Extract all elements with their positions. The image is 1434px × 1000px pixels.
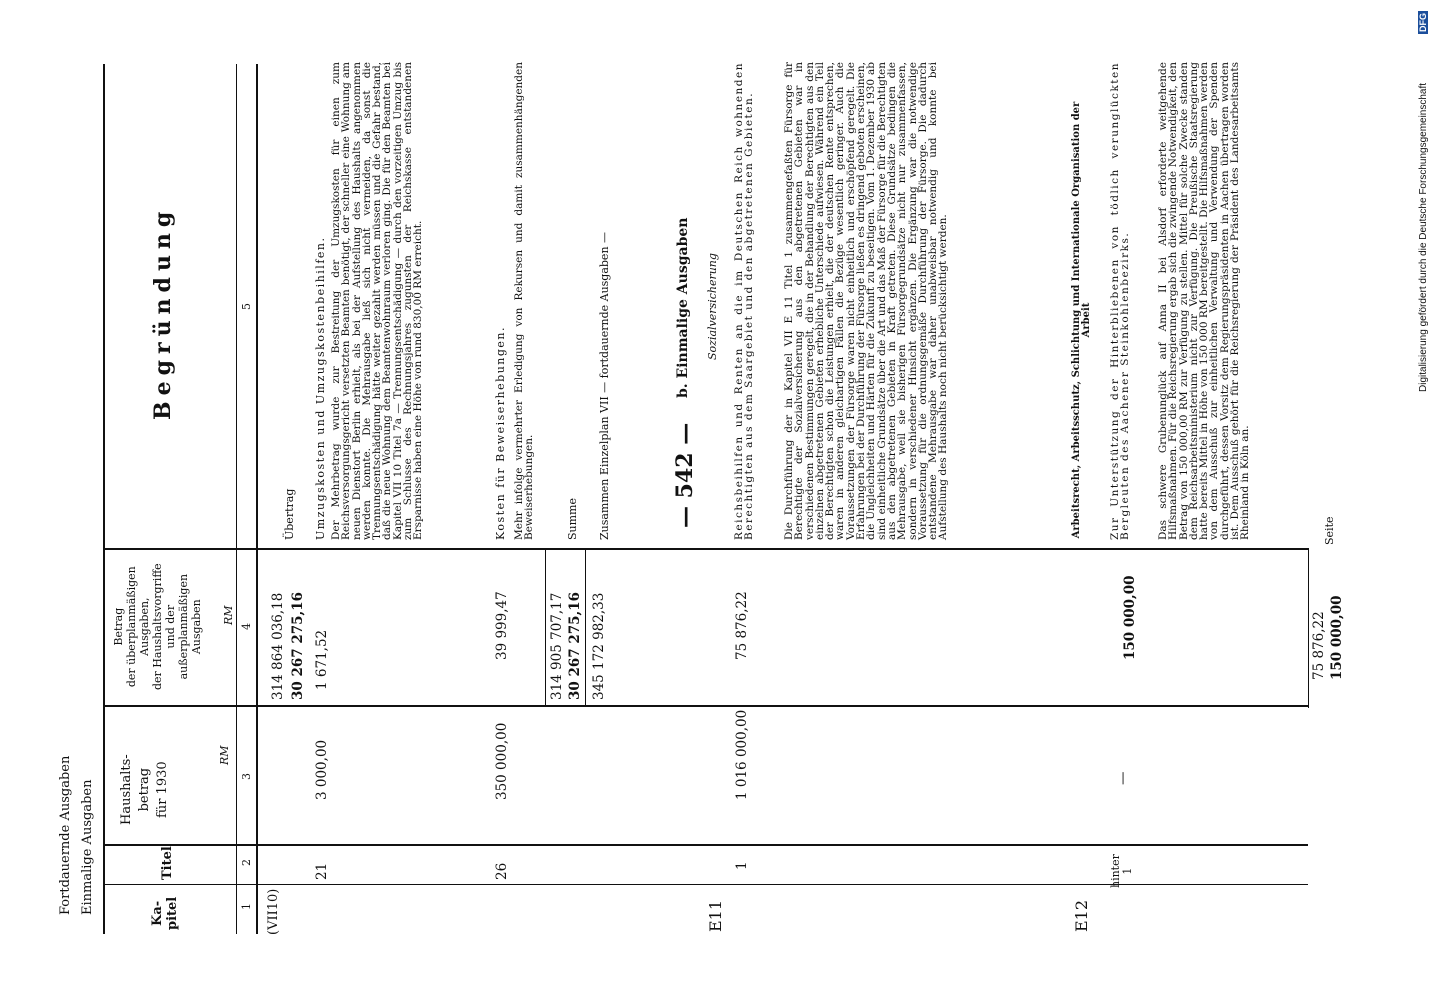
zusammen-line [585,548,586,705]
seite-label: Seite [1323,516,1336,545]
t21-heading: Umzugskosten und Umzugskostenbeihilfen. [314,236,327,540]
summe-val1: 314 905 707,17 [549,592,565,700]
summe-label: Summe [566,498,579,540]
t26-betrag: 39 999,47 [494,591,510,660]
t21-text: Der Mehrbetrag wurde zur Bestreitung der Umzugskosten für einen zum Reichsversorgungsgericht versetzten Beamten benötigt, der schneller eine Wohnung am neuen Dienstort Berlin erhielt, als bei der Aufstellung des Haushalts angenommen werden konnte. Die Mehrausgabe ließ sich nicht vermeiden, da sonst die Trennungsentschädigung hätte weiter gezahlt werden müssen und die Gefahr bestand, daß die neue Wohnung dem Beamtenwohnraum verloren ging. Die für den Beamten bei Kapitel VII 10 Titel 7a — Trennungsentschädigung — durch den vorzeitigen Umzug bis zum Schlusse des Rechnungsjahres zugunsten der Reichskasse entstandenen Ersparnisse haben eine Höhe von rund 830,00 RM erreicht. [330,62,425,540]
e11-text: Die Durchführung der in Kapitel VII E 11 Titel 1 zusammengefaßten Fürsorge für Berechtigte der Sozialversicherung aus den abgetretenen Gebieten war in verschiedenen Bestimmungen geregelt, die in der Behandlung der Berechtigten aus den einzelnen abgetretenen Gebieten erhebliche Unterschiede aufwiesen. Während ein Teil der Berechtigten schon die Leistungen erhielt, die der deutschen Rente entsprechen, waren in anderen gleichartigen Fällen die Bezüge wesentlich geringer. Auch die Voraussetzungen der Fürsorge waren nicht einheitlich und erschöpfend geregelt. Die Erfahrungen bei der Durchführung der Fürsorge ließen es dringend geboten erscheinen, die Ungleichheiten und Härten für die Zukunft zu beseitigen. Vom 1. Dezember 1930 ab sind einheitliche Grundsätze über die Art und das Maß der Fürsorge für die Berechtigten aus den abgetretenen Gebieten in Kraft getreten. Diese Grundsätze bedingen die Mehrausgabe, weil sie bisherigen Fürsorgegrundsätze nicht nur zusammenfassen, sondern in verschiedener Hinsicht ergänzen. Die Ergänzung war die notwendige Voraussetzung für die ordnungsgemäße Durchführung der Fürsorge. Die dadurch entstandene Mehrausgabe war daher unabweisbar notwendig und konnte bei Aufstellung des Haushalts noch nicht berücksichtigt werden. [783,62,950,540]
t21-haushalt: 3 000,00 [314,739,330,800]
uebertrag-label: Übertrag [283,488,296,540]
uebertrag-val1: 314 864 036,18 [270,592,286,700]
seite-val2: 150 000,00 [1329,595,1345,680]
col-sep-3 [103,705,518,707]
page-number: — 542 — [672,422,698,528]
zusammen-label: Zusammen Einzelplan VII — fortdauernde Ausgaben — [598,231,611,540]
titel-21: 21 [314,862,330,880]
e12-betrag: 150 000,00 [1122,575,1138,660]
arbeit-heading: Arbeitsrecht, Arbeitsschutz, Schlichtung und Internationale Organisation der Arbeit [1071,101,1093,539]
t26-haushalt: 350 000,00 [494,722,510,800]
col-number-1: 1 [240,903,253,910]
col-sep-4 [103,548,518,550]
t21-betrag: 1 671,52 [314,629,330,690]
sozial-heading: Sozialversicherung [706,253,719,360]
col-header-betrag: Betrag der überplanmäßigen Ausgaben, der Haushaltsvorgriffe und der außerplanmäßigen Ausgaben [112,563,203,690]
e12-titel: hinter 1 [1109,854,1134,888]
e11-betrag: 75 876,22 [734,591,750,660]
kapitel-vii10: (VII10) [266,888,281,935]
t26-heading: Kosten für Beweiserhebungen. [494,326,507,540]
zusammen-val: 345 172 982,33 [591,592,607,700]
column-number-row-line [236,64,237,934]
t26-text: Mehr infolge vermehrter Erledigung von Rekursen und damit zusammenhängenden Beweiserhebungen. [513,62,536,540]
titel-26: 26 [494,862,510,880]
summe-val2: 30 267 275,16 [567,591,583,700]
dfg-logo: DFG [1418,13,1428,32]
col-sep-2b [518,844,1308,846]
e11-haushalt: 1 016 000,00 [734,709,750,800]
e12-text: Das schwere Grubenunglück auf Anna II bei Alsdorf erforderte weitgehende Hilfsmaßnahmen. Für die Reichsregierung ergab sich die zwingende Notwendigkeit, den Betrag von 150 000,00 RM zur Verfügung zu stellen. Mittel für solche Zwecke standen dem Reichsarbeitsministerium nicht zur Verfügung. Die Preußische Staatsregierung hatte bereits Mittel in Höhe von 150 000 RM bereitgestellt. Die Hilfsmaßnahmen werden von dem Ausschuß zur einheitlichen Verwaltung und Verwendung der Spenden durchgeführt, dessen Vorsitz dem Regierungspräsidenten in Aachen übertragen worden ist. Dem Ausschuß gehört für die Reichsregierung der Präsident des Landesarbeitsamts Rheinland in Köln an. [1157,62,1252,540]
e11-titel: 1 [734,861,750,870]
col-header-haushalt-unit: RM [218,745,231,765]
e12-heading: Zur Unterstützung der Hinterbliebenen von tödlich verunglückten Bergleuten des Aachener Steinkohlenbezirks. [1109,62,1132,540]
col-header-kapitel: Ka- pitel [150,896,180,930]
header-line1: Fortdauernde Ausgaben [58,755,73,915]
header-line2: Einmalige Ausgaben [80,779,95,915]
kapitel-e12: E12 [1072,899,1091,932]
col-number-4: 4 [240,623,253,630]
header-bottom-border [256,64,258,934]
seite-val1: 75 876,22 [1311,611,1327,680]
col-number-2: 2 [240,859,253,866]
table-top-border [103,64,105,934]
col-sep-4b [518,548,1308,550]
uebertrag-val2: 30 267 275,16 [290,591,306,700]
col-header-betrag-unit: RM [222,605,235,625]
e11-heading: Reichsbeihilfen und Renten an die im Deutschen Reich wohnenden Berechtigten aus dem Saargebiet und den abgetretenen Gebieten. [733,62,756,540]
kapitel-e11: E11 [706,899,725,932]
seite-line [1308,548,1309,708]
e12-haushalt: — [1115,771,1131,785]
section-b-heading: b. Einmalige Ausgaben [675,217,691,398]
col-number-5: 5 [240,303,253,310]
col-header-begruendung: Begründung [150,205,176,420]
summe-line [545,548,546,705]
col-number-3: 3 [240,773,253,780]
col-sep-3b [518,705,1308,707]
col-sep-1b [518,884,1308,885]
col-header-titel: Titel [160,846,175,880]
col-header-haushalt: Haushalts- betrag für 1930 [119,754,170,825]
digitization-note: Digitalisierung gefördert durch die Deutsche Forschungsgemeinschaft [1418,82,1429,392]
col-sep-1 [103,884,518,885]
